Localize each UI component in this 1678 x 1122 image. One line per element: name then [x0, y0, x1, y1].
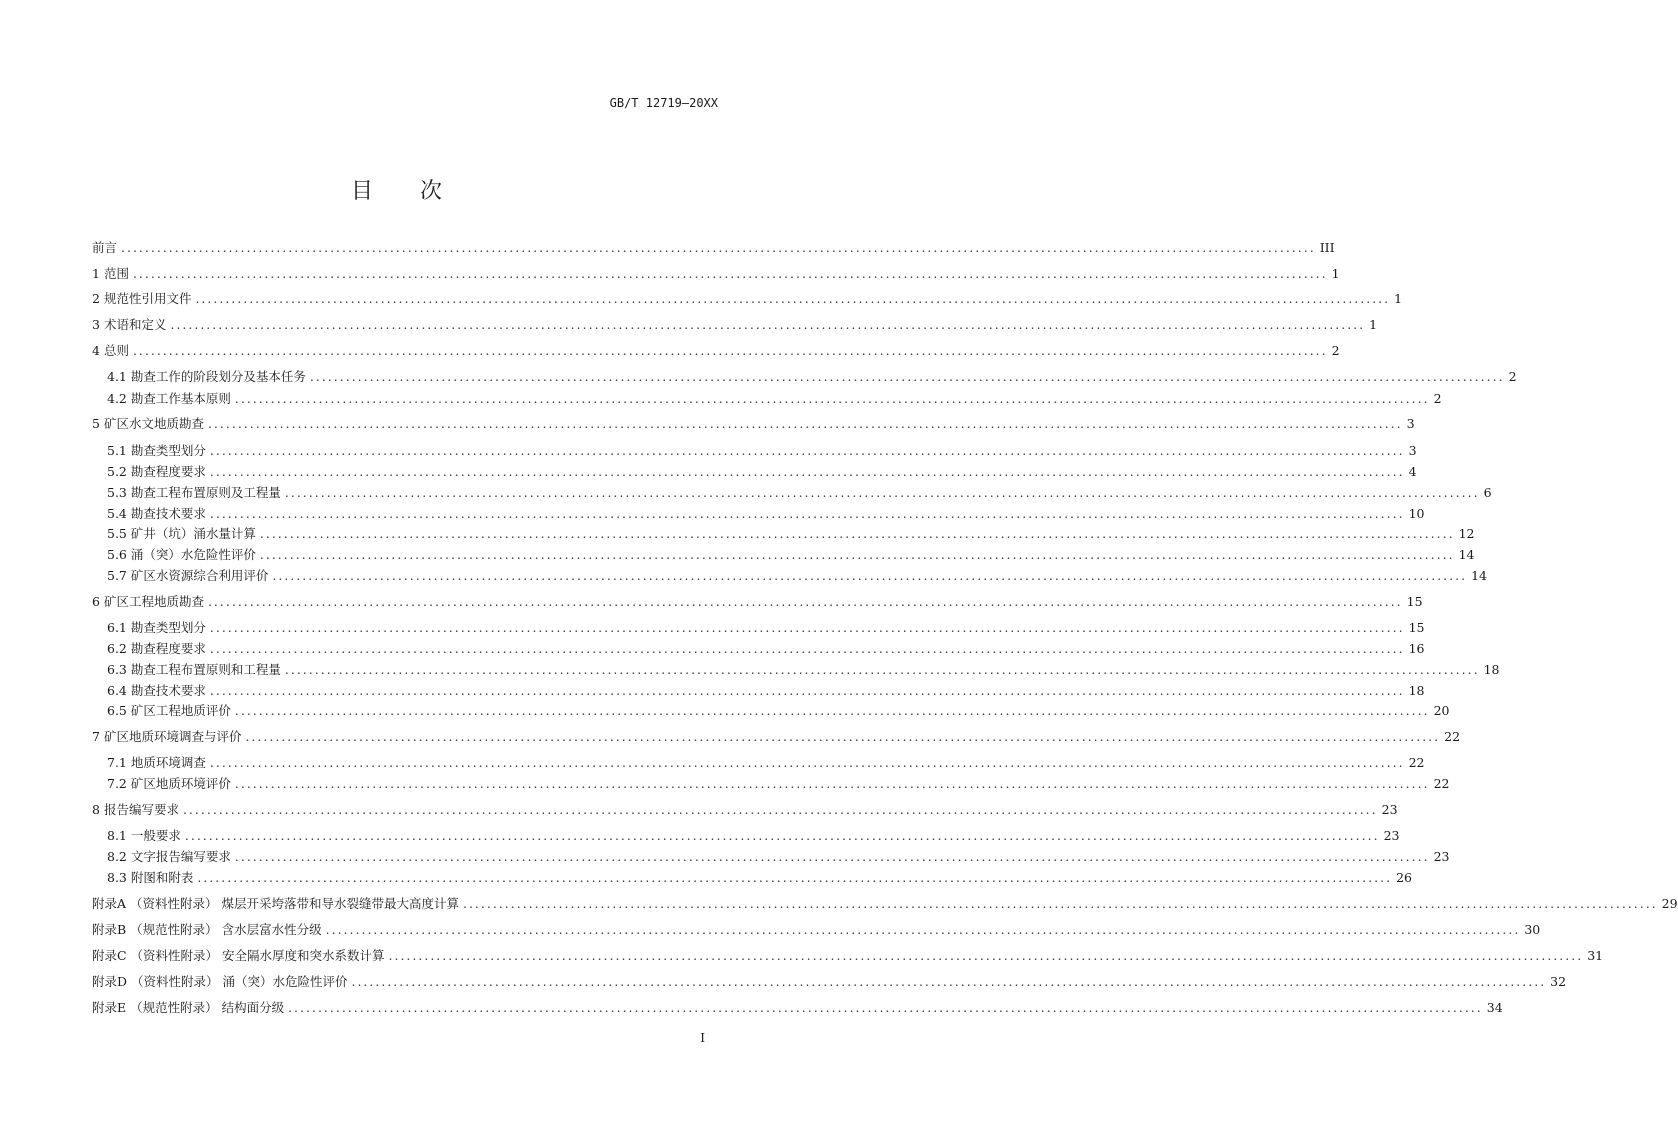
toc-entry[interactable] — [92, 264, 1340, 284]
toc-leader-dots: ........................................................................................................................................................................................................ — [325, 922, 1521, 937]
toc-leader-dots: ........................................................................................................................................................................................................ — [245, 729, 1441, 744]
toc-entry[interactable] — [92, 414, 1415, 434]
toc-entry-number: 7.2 — [107, 776, 131, 791]
toc-entry-number: 5.2 — [107, 464, 131, 479]
toc-entry-page: 22 — [1444, 729, 1461, 744]
toc-entry-page: 1 — [1331, 266, 1340, 281]
toc-entry-page: 15 — [1406, 594, 1423, 609]
toc-entry-number: 5.7 — [107, 568, 131, 583]
toc-leader-dots: ........................................................................................................................................................................................................ — [209, 443, 1405, 458]
toc-entry[interactable] — [107, 847, 1450, 867]
toc-leader-dots: ........................................................................................................................................................................................................ — [209, 755, 1405, 770]
toc-entry-number: 6.4 — [107, 683, 131, 698]
toc-entry-title: 勘查工作的阶段划分及基本任务 — [130, 369, 306, 384]
toc-entry-page: 34 — [1486, 1000, 1503, 1015]
toc-entry[interactable] — [92, 946, 1604, 966]
toc-leader-dots: ........................................................................................................................................................................................................ — [462, 896, 1658, 911]
toc-entry-number: 1 — [92, 266, 104, 281]
toc-entry-page: 1 — [1369, 317, 1378, 332]
toc-leader-dots: ........................................................................................................................................................................................................ — [209, 641, 1405, 656]
toc-entry-number: 7.1 — [107, 755, 131, 770]
toc-entry-number: 6.1 — [107, 620, 131, 635]
toc-entry-number: 7 — [92, 729, 104, 744]
toc-leader-dots: ........................................................................................................................................................................................................ — [207, 416, 1403, 431]
toc-entry-title: 矿区水文地质勘查 — [103, 416, 204, 431]
toc-entry-number: 5.1 — [107, 443, 131, 458]
toc-entry-page: 30 — [1524, 922, 1541, 937]
toc-entry[interactable] — [107, 774, 1450, 794]
toc-leader-dots: ........................................................................................................................................................................................................ — [309, 369, 1505, 384]
toc-entry-page: 29 — [1661, 896, 1678, 911]
toc-leader-dots: ........................................................................................................................................................................................................ — [284, 485, 1480, 500]
toc-entry[interactable] — [107, 660, 1500, 680]
standard-code: GB/T 12719—20XX — [609, 96, 718, 110]
toc-entry[interactable] — [92, 341, 1340, 361]
toc-entry-page: 16 — [1408, 641, 1425, 656]
toc-entry-number: 6.3 — [107, 662, 131, 677]
toc-entry-title: 范围 — [103, 266, 129, 281]
toc-entry-title: 勘查类型划分 — [130, 620, 206, 635]
toc-entry-page: 23 — [1383, 828, 1400, 843]
toc-entry-page: 12 — [1458, 526, 1475, 541]
toc-entry-number: 5.3 — [107, 485, 131, 500]
toc-entry-page: 2 — [1331, 343, 1340, 358]
toc-entry-page: 6 — [1483, 485, 1492, 500]
toc-entry-title: 矿井（坑）涌水量计算 — [130, 526, 256, 541]
toc-entry-title: 矿区水资源综合利用评价 — [130, 568, 269, 583]
toc-entry[interactable] — [92, 894, 1678, 914]
toc-entry-number: 5.5 — [107, 526, 131, 541]
toc-leader-dots: ........................................................................................................................................................................................................ — [388, 948, 1584, 963]
toc-entry-number: 4.2 — [107, 391, 131, 406]
toc-entry[interactable] — [107, 566, 1487, 586]
toc-entry[interactable] — [92, 800, 1398, 820]
toc-entry[interactable] — [107, 441, 1417, 461]
toc-entry-page: 4 — [1408, 464, 1417, 479]
toc-leader-dots: ........................................................................................................................................................................................................ — [209, 620, 1405, 635]
toc-entry-number: 6.5 — [107, 703, 131, 718]
toc-entry-page: 23 — [1433, 849, 1450, 864]
toc-entry-page: 32 — [1550, 974, 1567, 989]
toc-entry-title: 附录B （规范性附录） 含水层富水性分级 — [92, 922, 322, 937]
toc-entry[interactable] — [92, 727, 1461, 747]
toc-entry-title: 勘查程度要求 — [130, 641, 206, 656]
toc-entry-title: 报告编写要求 — [103, 802, 179, 817]
toc-leader-dots: ........................................................................................................................................................................................................ — [209, 464, 1405, 479]
toc-entry-page: 31 — [1587, 948, 1604, 963]
toc-entry-number: 4 — [92, 343, 104, 358]
toc-entry[interactable] — [92, 998, 1503, 1018]
toc-entry-number: 8.3 — [107, 870, 131, 885]
toc-entry-number: 6 — [92, 594, 104, 609]
toc-entry-title: 勘查工程布置原则和工程量 — [130, 662, 281, 677]
toc-entry-page: 22 — [1433, 776, 1450, 791]
toc-entry-number: 6.2 — [107, 641, 131, 656]
toc-entry-title: 矿区工程地质评价 — [130, 703, 231, 718]
toc-leader-dots: ........................................................................................................................................................................................................ — [195, 291, 1391, 306]
toc-entry[interactable] — [92, 920, 1541, 940]
toc-entry-page: 20 — [1433, 703, 1450, 718]
toc-entry[interactable] — [107, 545, 1475, 565]
toc-leader-dots: ........................................................................................................................................................................................................ — [207, 594, 1403, 609]
toc-leader-dots: ........................................................................................................................................................................................................ — [132, 266, 1328, 281]
toc-entry-title: 勘查技术要求 — [130, 506, 206, 521]
toc-leader-dots: ........................................................................................................................................................................................................ — [170, 317, 1366, 332]
toc-entry-number: 4.1 — [107, 369, 131, 384]
toc-leader-dots: ........................................................................................................................................................................................................ — [351, 974, 1547, 989]
toc-entry-page: 2 — [1508, 369, 1517, 384]
toc-entry-title: 勘查程度要求 — [130, 464, 206, 479]
toc-entry-title: 勘查工作基本原则 — [130, 391, 231, 406]
toc-entry-title: 文字报告编写要求 — [130, 849, 231, 864]
toc-entry-number: 3 — [92, 317, 104, 332]
toc-entry-title: 涌（突）水危险性评价 — [130, 547, 256, 562]
toc-entry-page: 15 — [1408, 620, 1425, 635]
toc-entry[interactable] — [107, 367, 1517, 387]
toc-entry-page: 18 — [1483, 662, 1500, 677]
toc-entry[interactable] — [107, 701, 1450, 721]
toc-entry-title: 附录C （资料性附录） 安全隔水厚度和突水系数计算 — [92, 948, 385, 963]
toc-entry-number: 5.6 — [107, 547, 131, 562]
toc-entry[interactable] — [92, 289, 1403, 309]
toc-entry-page: 1 — [1394, 291, 1403, 306]
toc-leader-dots: ........................................................................................................................................................................................................ — [234, 849, 1430, 864]
toc-entry[interactable] — [107, 483, 1492, 503]
toc-entry[interactable] — [107, 681, 1425, 701]
toc-entry-page: 14 — [1471, 568, 1487, 583]
toc-leader-dots: ........................................................................................................................................................................................................ — [121, 240, 1316, 255]
toc-entry-title: 附录A （资料性附录） 煤层开采垮落带和导水裂缝带最大高度计算 — [92, 896, 459, 911]
toc-entry-number: 8.1 — [107, 828, 131, 843]
toc-entry-title: 勘查类型划分 — [130, 443, 206, 458]
toc-entry-page: 10 — [1408, 506, 1425, 521]
toc-entry-title: 地质环境调查 — [130, 755, 206, 770]
toc-entry-title: 勘查技术要求 — [130, 683, 206, 698]
toc-entry[interactable] — [107, 524, 1475, 544]
toc-leader-dots: ........................................................................................................................................................................................................ — [184, 828, 1380, 843]
toc-entry-page: III — [1319, 240, 1335, 255]
toc-entry[interactable] — [107, 826, 1400, 846]
toc-entry-page: 18 — [1408, 683, 1425, 698]
toc-entry-title: 矿区地质环境调查与评价 — [103, 729, 242, 744]
toc-entry-page: 22 — [1408, 755, 1425, 770]
toc-entry[interactable] — [107, 462, 1417, 482]
page-title: 目 次 — [351, 179, 462, 204]
toc-entry-page: 2 — [1433, 391, 1442, 406]
toc-entry[interactable] — [107, 389, 1442, 409]
toc-entry[interactable] — [92, 238, 1335, 258]
toc-leader-dots: ........................................................................................................................................................................................................ — [132, 343, 1328, 358]
toc-entry-number: 5 — [92, 416, 104, 431]
page-number: I — [700, 1031, 705, 1045]
toc-entry-title: 矿区地质环境评价 — [130, 776, 231, 791]
toc-entry-page: 3 — [1406, 416, 1415, 431]
toc-entry-title: 矿区工程地质勘查 — [103, 594, 204, 609]
toc-leader-dots: ........................................................................................................................................................................................................ — [259, 526, 1455, 541]
toc-leader-dots: ........................................................................................................................................................................................................ — [197, 870, 1393, 885]
toc-entry[interactable] — [92, 592, 1423, 612]
toc-leader-dots: ........................................................................................................................................................................................................ — [234, 776, 1430, 791]
toc-entry-title: 附图和附表 — [130, 870, 194, 885]
toc-entry[interactable] — [92, 972, 1567, 992]
toc-leader-dots: ........................................................................................................................................................................................................ — [259, 547, 1455, 562]
toc-entry-title: 术语和定义 — [103, 317, 167, 332]
toc-entry-number: 2 — [92, 291, 104, 306]
toc-leader-dots: ........................................................................................................................................................................................................ — [209, 683, 1405, 698]
toc-leader-dots: ........................................................................................................................................................................................................ — [209, 506, 1405, 521]
toc-entry-title: 前言 — [92, 240, 118, 255]
toc-entry[interactable] — [107, 504, 1425, 524]
toc-entry[interactable] — [92, 315, 1378, 335]
toc-entry-title: 附录E （规范性附录） 结构面分级 — [92, 1000, 285, 1015]
toc-entry[interactable] — [107, 639, 1425, 659]
toc-entry-title: 附录D （资料性附录） 涌（突）水危险性评价 — [92, 974, 348, 989]
toc-entry[interactable] — [107, 753, 1425, 773]
toc-entry[interactable] — [107, 868, 1412, 888]
toc-entry-page: 23 — [1381, 802, 1398, 817]
toc-entry[interactable] — [107, 618, 1425, 638]
toc-entry-page: 26 — [1396, 870, 1412, 885]
toc-entry-title: 规范性引用文件 — [103, 291, 192, 306]
toc-entry-number: 8.2 — [107, 849, 131, 864]
toc-entry-title: 一般要求 — [130, 828, 181, 843]
toc-leader-dots: ........................................................................................................................................................................................................ — [284, 662, 1480, 677]
toc-entry-number: 5.4 — [107, 506, 131, 521]
toc-leader-dots: ........................................................................................................................................................................................................ — [234, 703, 1430, 718]
toc-leader-dots: ........................................................................................................................................................................................................ — [182, 802, 1378, 817]
toc-entry-page: 14 — [1458, 547, 1475, 562]
toc-leader-dots: ........................................................................................................................................................................................................ — [272, 568, 1468, 583]
toc-leader-dots: ........................................................................................................................................................................................................ — [288, 1000, 1483, 1015]
toc-leader-dots: ........................................................................................................................................................................................................ — [234, 391, 1430, 406]
toc-entry-title: 勘查工程布置原则及工程量 — [130, 485, 281, 500]
toc-entry-number: 8 — [92, 802, 104, 817]
toc-entry-page: 3 — [1408, 443, 1417, 458]
toc-entry-title: 总则 — [103, 343, 129, 358]
